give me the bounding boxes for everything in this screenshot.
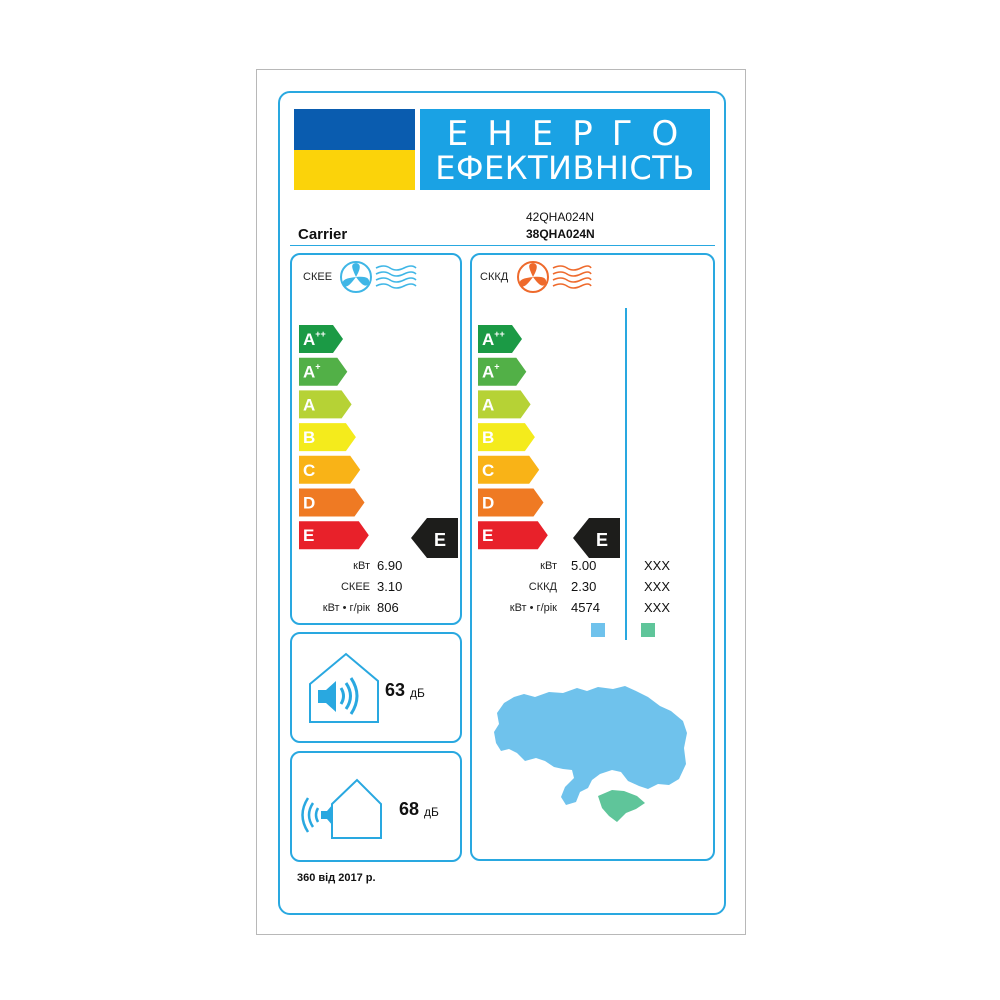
cooling-class-letter: C xyxy=(303,460,316,480)
cooling-fan-icon xyxy=(341,262,416,292)
cooling-row-value: 806 xyxy=(377,600,399,615)
heating-row-value: 5.00 xyxy=(571,558,597,573)
heating-row-extra: XXX xyxy=(644,579,671,594)
indoor-noise-icon xyxy=(310,654,378,722)
heating-row-value: 4574 xyxy=(571,600,600,615)
cooling-rating-letter: E xyxy=(433,530,447,550)
heating-rating-pointer xyxy=(573,518,620,558)
heating-fan-icon xyxy=(518,262,591,292)
cooling-row-label: кВт • г/рік xyxy=(322,602,370,614)
cooling-label: СКЕЕ xyxy=(303,271,333,283)
cooling-class-scale xyxy=(299,325,369,549)
heating-class-letter: A++ xyxy=(482,329,505,349)
cooling-class-letter: E xyxy=(303,526,315,546)
outdoor-noise-value: 68 xyxy=(399,799,420,819)
heating-class-scale xyxy=(478,325,548,549)
heating-row-extra: XXX xyxy=(644,558,671,573)
cooling-class-letter: D xyxy=(303,493,316,513)
heating-row-label: кВт xyxy=(540,560,557,572)
cooling-row-label: кВт xyxy=(353,560,370,572)
cooling-row-value: 6.90 xyxy=(377,558,403,573)
heating-row-label: кВт • г/рік xyxy=(509,602,557,614)
cooling-class-letter: A++ xyxy=(303,329,326,349)
heating-label: СККД xyxy=(480,271,509,283)
cooling-class-letter: A xyxy=(303,395,316,415)
outdoor-noise-unit: дБ xyxy=(424,805,439,819)
cooling-class-letter: A+ xyxy=(303,361,321,382)
brand-name: Carrier xyxy=(298,226,348,243)
heating-rating-letter: E xyxy=(595,530,609,550)
heating-class-letter: E xyxy=(482,526,494,546)
cooling-rating-pointer xyxy=(411,518,458,558)
zone-warm-square xyxy=(591,623,605,637)
ukraine-map-icon xyxy=(494,686,687,822)
cooling-row-value: 3.10 xyxy=(377,579,403,594)
title-line-1: ЕНЕРГО xyxy=(446,114,698,154)
heating-class-letter: C xyxy=(482,460,495,480)
model-indoor: 42QHA024N xyxy=(526,210,595,224)
cooling-class-letter: B xyxy=(303,428,316,448)
indoor-noise-unit: дБ xyxy=(410,686,425,700)
outdoor-noise-icon xyxy=(303,780,382,838)
heating-row-extra: XXX xyxy=(644,600,671,615)
regulation-footer: 360 від 2017 р. xyxy=(297,872,376,884)
cooling-row-label: СКЕЕ xyxy=(340,581,370,593)
model-outdoor: 38QHA024N xyxy=(526,227,595,241)
indoor-noise-value: 63 xyxy=(385,680,406,700)
zone-average-square xyxy=(641,623,655,637)
heating-class-letter: A+ xyxy=(482,361,500,382)
heating-row-value: 2.30 xyxy=(571,579,597,594)
heating-class-letter: A xyxy=(482,395,495,415)
heating-class-letter: D xyxy=(482,493,495,513)
title-line-2: ЕФЕКТИВНІСТЬ xyxy=(435,149,695,187)
heating-class-letter: B xyxy=(482,428,495,448)
heating-row-label: СККД xyxy=(528,581,557,593)
